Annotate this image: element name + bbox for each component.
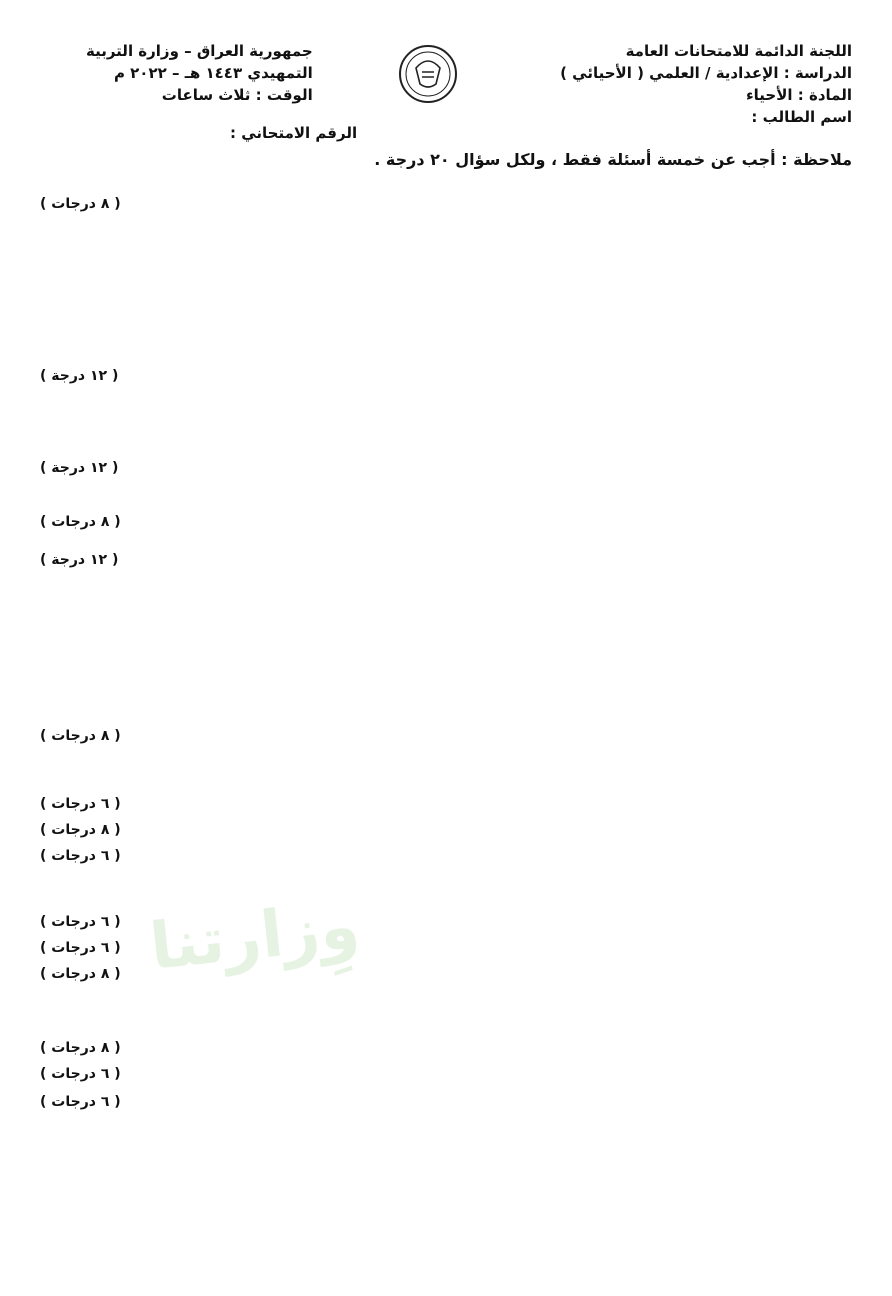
marks-label: ( ٦ درجات ) bbox=[40, 1094, 121, 1110]
session-line: التمهيدي ١٤٤٣ هـ – ٢٠٢٢ م bbox=[113, 64, 313, 82]
marks-label: ( ٨ درجات ) bbox=[40, 514, 121, 530]
republic-line: جمهورية العراق – وزارة التربية bbox=[86, 42, 313, 60]
marks-label: ( ١٢ درجة ) bbox=[40, 552, 119, 568]
subject-line: المادة : الأحياء bbox=[745, 86, 852, 104]
marks-label: ( ٨ درجات ) bbox=[40, 728, 121, 744]
marks-label: ( ٦ درجات ) bbox=[40, 796, 121, 812]
marks-label: ( ٦ درجات ) bbox=[40, 940, 121, 956]
iraq-emblem-icon bbox=[398, 44, 458, 104]
committee-line: اللجنة الدائمة للامتحانات العامة bbox=[625, 42, 852, 60]
marks-label: ( ٨ درجات ) bbox=[40, 1040, 121, 1056]
exam-note: ملاحظة : أجب عن خمسة أسئلة فقط ، ولكل سؤال ٢٠ درجة . bbox=[374, 150, 852, 169]
time-line: الوقت : ثلاث ساعات bbox=[161, 86, 313, 104]
marks-label: ( ٨ درجات ) bbox=[40, 822, 121, 838]
marks-label: ( ٨ درجات ) bbox=[40, 966, 121, 982]
marks-label: ( ١٢ درجة ) bbox=[40, 368, 119, 384]
header-right bbox=[560, 40, 852, 128]
header-left bbox=[86, 40, 313, 106]
student-name-line: اسم الطالب : bbox=[751, 108, 852, 126]
marks-label: ( ٨ درجات ) bbox=[40, 196, 121, 212]
watermark-logo: وِزارتنا bbox=[146, 889, 363, 985]
marks-label: ( ٦ درجات ) bbox=[40, 848, 121, 864]
marks-label: ( ٦ درجات ) bbox=[40, 914, 121, 930]
study-line: الدراسة : الإعدادية / العلمي ( الأحيائي ) bbox=[560, 64, 852, 82]
marks-label: ( ٦ درجات ) bbox=[40, 1066, 121, 1082]
marks-label: ( ١٢ درجة ) bbox=[40, 460, 119, 476]
exam-number-label: الرقم الامتحاني : bbox=[230, 124, 358, 142]
